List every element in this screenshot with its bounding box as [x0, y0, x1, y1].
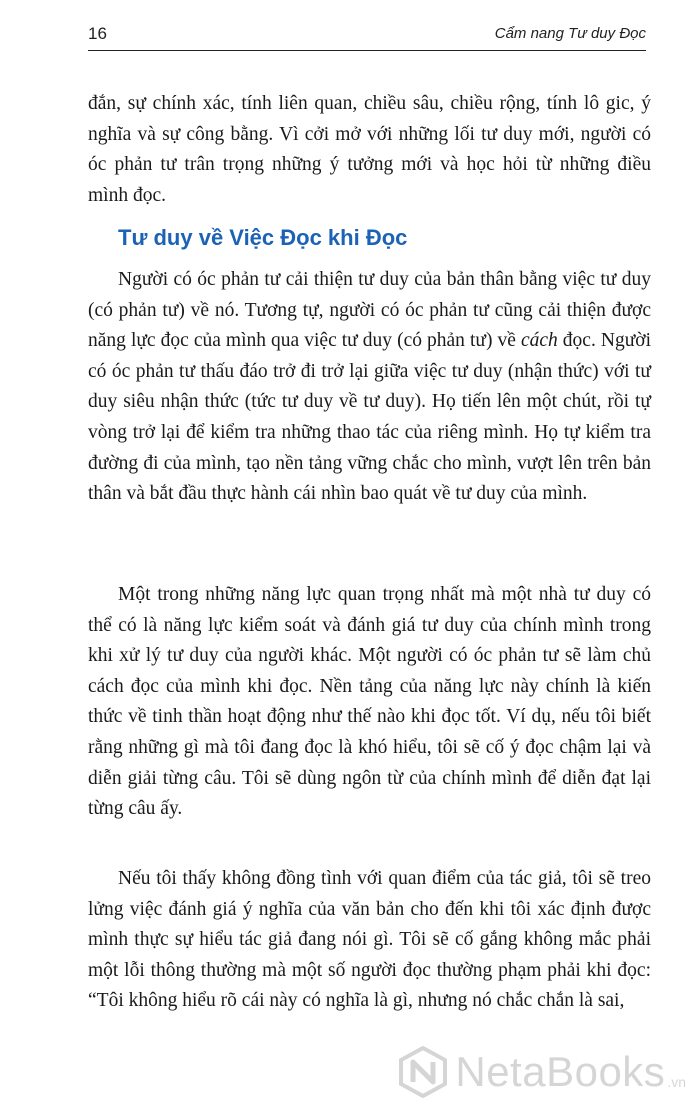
paragraph-text-end: đọc. Người có óc phản tư thấu đáo trở đi trở lại giữa việc tư duy (nhận thức) với tư duy siêu nhận thức (tức tư duy về tư duy). Họ tiến lên một chút, rồi tự vòng trở lại để kiểm tra những thao tác của riêng mình. Họ tự kiểm tra đường đi của mình, tạo nền tảng vững chắc cho mình, vượt lên trên bản thân và bắt đầu thực hành cái nhìn bao quát về tư duy của mình.: [88, 330, 651, 505]
section-heading: Tư duy về Việc Đọc khi Đọc: [118, 225, 408, 250]
netabooks-logo-icon: [397, 1046, 449, 1098]
paragraph-text-start: Người có óc phản tư cải thiện tư duy của bản thân bằng việc tư duy (có phản tư) về nó. Tương tự, người có óc phản tư cũng cải thiện được năng lực đọc của mình qua việc tư duy (có phản tư) về: [88, 269, 651, 352]
paragraph-continued: đắn, sự chính xác, tính liên quan, chiều sâu, chiều rộng, tính lô gic, ý nghĩa và sự công bằng. Vì cởi mở với những lối tư duy mới, người có óc phản tư trân trọng những ý tưởng mới và học hỏi từ những điều mình đọc.: [88, 93, 651, 206]
watermark-suffix: .vn: [667, 1074, 686, 1090]
watermark: [397, 1046, 686, 1098]
page-number: 16: [88, 24, 107, 43]
paragraph-self-monitoring: Một trong những năng lực quan trọng nhất mà một nhà tư duy có thể có là năng lực kiểm soát và đánh giá tư duy của chính mình trong khi xử lý tư duy của người khác. Một người có óc phản tư sẽ làm chủ cách đọc của mình khi đọc. Nền tảng của năng lực này chính là kiến thức về tinh thần hoạt động như thế nào khi đọc tốt. Ví dụ, nếu tôi biết rằng những gì mà tôi đang đọc là khó hiểu, tôi sẽ cố ý đọc chậm lại và diễn giải từng câu. Tôi sẽ dùng ngôn từ của chính mình để diễn đạt lại từng câu ấy.: [88, 584, 651, 820]
page-header: [88, 24, 646, 51]
paragraph-reflective-reading: [88, 265, 651, 510]
watermark-text: NetaBooks: [455, 1048, 666, 1095]
running-title: Cẩm nang Tư duy Đọc: [494, 25, 646, 42]
paragraph-disagreement: Nếu tôi thấy không đồng tình với quan điểm của tác giả, tôi sẽ treo lửng việc đánh giá ý nghĩa của văn bản cho đến khi tôi xác định được mình thực sự hiểu tác giả đang nói gì. Tôi sẽ cố gắng không mắc phải một lỗi thông thường mà một số người đọc thường phạm phải khi đọc: “Tôi không hiểu rõ cái này có nghĩa là gì, nhưng nó chắc chắn là sai,: [88, 868, 651, 1012]
emphasized-word: cách: [520, 330, 558, 352]
